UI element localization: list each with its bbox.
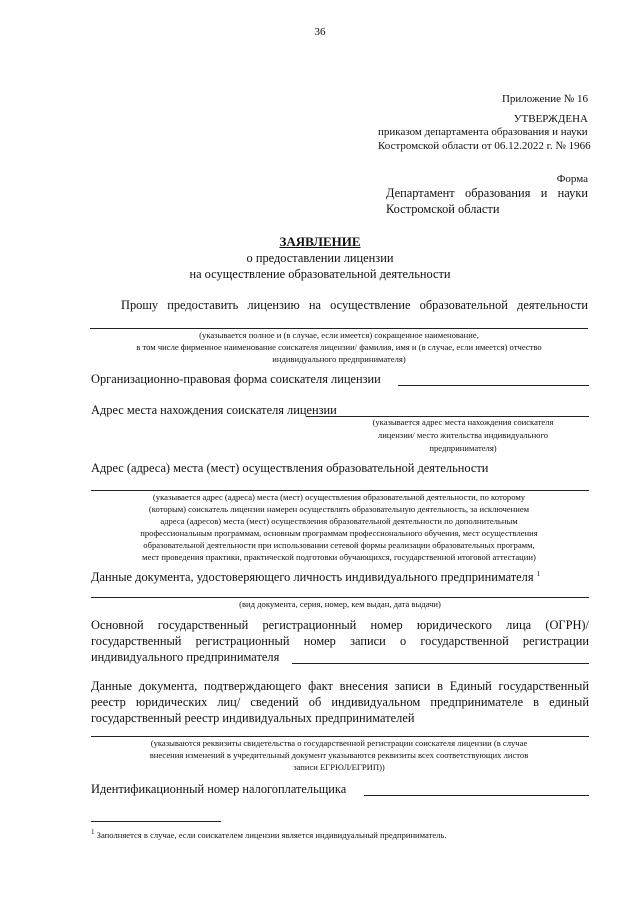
footnote-mark: 1 bbox=[91, 828, 95, 836]
hint-address-line-1: (указывается адрес места нахождения соискателя bbox=[372, 417, 554, 427]
hint-id-doc: (вид документа, серия, номер, кем выдан, дата выдачи) bbox=[239, 599, 441, 609]
hint-activity-line-2: (которым) соискатель лицензии намерен осуществлять образовательную деятельность, за исключением bbox=[148, 504, 530, 514]
hint-address-line-3: предпринимателя) bbox=[429, 443, 497, 453]
request-line: Прошу предоставить лицензию на осуществление образовательной деятельности bbox=[121, 298, 588, 312]
org-form-field-line[interactable] bbox=[398, 385, 589, 386]
activity-address-field-line[interactable] bbox=[91, 490, 589, 491]
addressee-line-2: Костромской области bbox=[386, 202, 500, 216]
hint-egr-line-3: записи ЕГРЮЛ/ЕГРИП)) bbox=[293, 762, 385, 772]
org-form-label: Организационно-правовая форма соискателя лицензии bbox=[91, 372, 381, 386]
approved-label: УТВЕРЖДЕНА bbox=[513, 113, 588, 125]
inn-label: Идентификационный номер налогоплательщика bbox=[91, 782, 347, 796]
ogrn-line-3: индивидуального предпринимателя bbox=[91, 650, 280, 664]
title-sub-1: о предоставлении лицензии bbox=[246, 251, 394, 265]
ogrn-field-line[interactable] bbox=[292, 663, 589, 664]
egr-line-1: Данные документа, подтверждающего факт внесения записи в Единый государственный bbox=[91, 679, 589, 693]
order-line-1: приказом департамента образования и науки bbox=[378, 126, 588, 138]
id-doc-label: Данные документа, удостоверяющего личность индивидуального предпринимателя $^1$ bbox=[91, 570, 541, 585]
inn-field-line[interactable] bbox=[364, 795, 589, 796]
title-sub-2: на осуществление образовательной деятельности bbox=[189, 267, 451, 281]
hint-activity-line-1: (указывается адрес (адреса) места (мест) осуществления образовательной деятельности, по которому bbox=[152, 492, 526, 502]
hint-activity-line-5: образовательной деятельности при использовании сетевой формы реализации образовательных программ, bbox=[143, 540, 535, 550]
form-label: Форма bbox=[556, 173, 588, 185]
ogrn-line-1: Основной государственный регистрационный номер юридического лица (ОГРН)/ bbox=[91, 618, 589, 632]
ogrn-line-2: государственный регистрационный номер записи о государственной регистрации bbox=[91, 634, 589, 648]
hint-egr-line-2: внесения изменений в учредительный документ указываются реквизиты всех соответствующих листов bbox=[149, 750, 529, 760]
document-title: ЗАЯВЛЕНИЕ bbox=[279, 234, 361, 249]
egr-field-line[interactable] bbox=[91, 736, 589, 737]
hint-egr-line-1: (указываются реквизиты свидетельства о государственной регистрации соискателя лицензии (в случае bbox=[150, 738, 528, 748]
footnote bbox=[91, 828, 447, 840]
hint-name-line-2: в том числе фирменное наименование соискателя лицензии/ фамилия, имя и (в случае, если имеется) отчество bbox=[136, 342, 542, 352]
page-number: 36 bbox=[314, 26, 326, 38]
footnote-rule bbox=[91, 821, 221, 822]
footnote-reference: 1 bbox=[536, 570, 541, 578]
hint-name-line-1: (указывается полное и (в случае, если имеется) сокращенное наименование, bbox=[199, 330, 479, 340]
hint-name-line-3: индивидуального предпринимателя) bbox=[272, 354, 406, 364]
footnote-text: Заполняется в случае, если соискателем лицензии является индивидуальный предприниматель. bbox=[96, 829, 447, 840]
egr-line-2: реестр юридических лиц/ сведений об индивидуальном предпринимателе в единый bbox=[91, 695, 589, 709]
appendix-label: Приложение № 16 bbox=[501, 93, 588, 105]
activity-address-label: Адрес (адреса) места (мест) осуществления образовательной деятельности bbox=[91, 461, 489, 475]
address-label: Адрес места нахождения соискателя лицензии bbox=[91, 403, 337, 417]
name-field-line[interactable] bbox=[90, 328, 588, 329]
hint-address-line-2: лицензии/ место жительства индивидуального bbox=[377, 430, 549, 440]
hint-activity-line-3: адреса (адресов) места (мест) осуществления образовательной деятельности по дополнительным bbox=[160, 516, 518, 526]
hint-activity-line-6: мест проведения практики, практической подготовки обучающихся, государственной итоговой аттестации) bbox=[142, 552, 536, 562]
addressee-line-1: Департамент образования и науки bbox=[386, 186, 588, 200]
hint-activity-line-4: профессиональным программам, основным программам профессионального обучения, мест осуществления bbox=[140, 528, 538, 538]
order-line-2: Костромской области от 06.12.2022 г. № 1966 bbox=[378, 140, 591, 152]
id-doc-field-line[interactable] bbox=[91, 597, 589, 598]
egr-line-3: государственный реестр индивидуальных предпринимателей bbox=[91, 711, 415, 725]
